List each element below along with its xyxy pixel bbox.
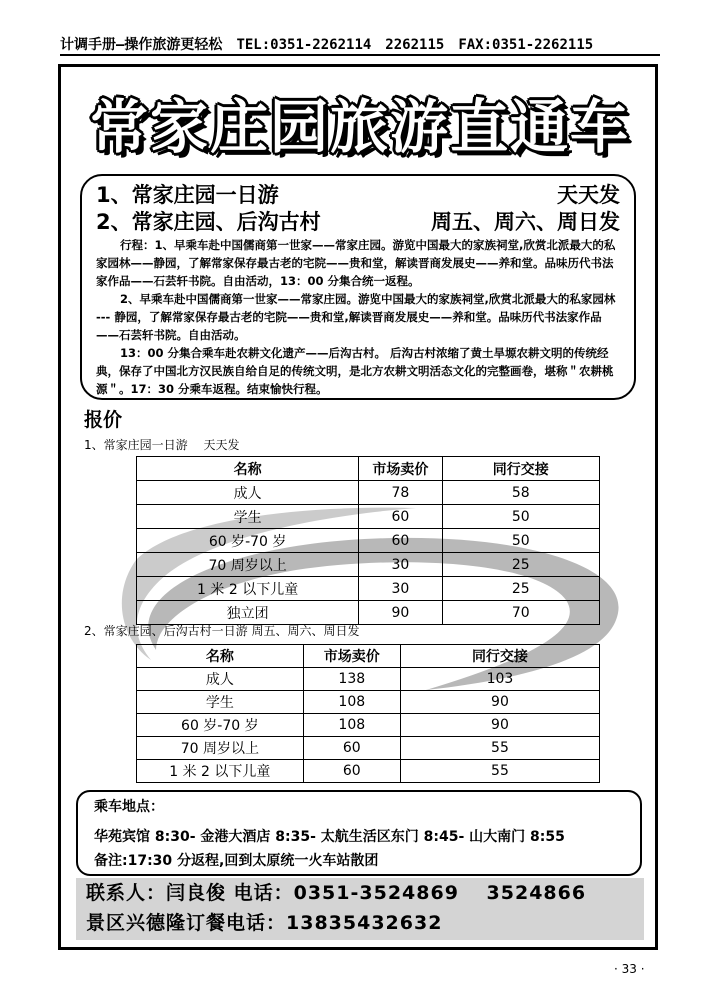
cell: 60 岁-70 岁: [137, 529, 359, 553]
table-row: [137, 481, 600, 505]
pickup-schedule: 华苑宾馆 8:30- 金港大酒店 8:35- 太航生活区东门 8:45- 山大南门 8:55: [94, 829, 565, 845]
price-heading: 报价: [84, 409, 123, 431]
col-name: 名称: [137, 457, 359, 481]
table-row: [137, 577, 600, 601]
cell: 138: [303, 668, 400, 691]
page-number: · 33 ·: [614, 962, 645, 976]
cell: 学生: [137, 691, 304, 714]
cell: 60: [303, 760, 400, 783]
table-row: [137, 737, 600, 760]
cell: 90: [359, 601, 442, 625]
col-trade-price: 同行交接: [400, 645, 599, 668]
itinerary-para-2: 2、早乘车赴中国儒商第一世家——常家庄园。游览中国最大的家族祠堂,欣赏北派最大的私家园林 --- 静园，了解常家保存最古老的宅院——贵和堂,解读晋商发展史——养和堂。品味历代书法家作品——石芸轩书院。自由活动。: [96, 292, 616, 342]
table-row: [137, 553, 600, 577]
cell: 70 周岁以上: [137, 737, 304, 760]
table-row: [137, 505, 600, 529]
cell: 78: [359, 481, 442, 505]
itinerary-box: [80, 174, 636, 400]
cell: 90: [400, 691, 599, 714]
col-name: 名称: [137, 645, 304, 668]
itinerary-para-3: 13：00 分集合乘车赴农耕文化遗产——后沟古村。 后沟古村浓缩了黄土旱塬农耕文明的传统经典，保存了中国北方汉民族自给自足的传统文明，是北方农耕文明活态文化的完整画卷，堪称＂农耕桃源＂。17：30 分乘车返程。结束愉快行程。: [96, 346, 614, 396]
header-tel: TEL:0351-2262114: [236, 37, 372, 53]
table2-caption: 2、常家庄园、后沟古村一日游 周五、周六、周日发: [84, 624, 360, 638]
route-1-schedule: 天天发: [557, 183, 620, 207]
col-trade-price: 同行交接: [442, 457, 599, 481]
route-2-name: 2、常家庄园、后沟古村: [96, 210, 321, 234]
table-row: [137, 760, 600, 783]
table1-caption: 1、常家庄园一日游 天天发: [84, 438, 240, 452]
table-row: [137, 668, 600, 691]
page-header: [60, 34, 660, 54]
header-fax: FAX:0351-2262115: [458, 37, 594, 53]
cell: 25: [442, 553, 599, 577]
cell: 55: [400, 760, 599, 783]
header-tel2: 2262115: [385, 37, 445, 53]
route-1: [96, 182, 620, 209]
page-title: 常家庄园旅游直通车: [89, 93, 630, 161]
cell: 学生: [137, 505, 359, 529]
price-table-1: [136, 456, 600, 625]
itinerary-para-1: 行程：1、早乘车赴中国儒商第一世家——常家庄园。游览中国最大的家族祠堂,欣赏北派最大的私家园林——静园，了解常家保存最古老的宅院——贵和堂，解读晋商发展史——养和堂。品味历代书法家作品——石芸轩书院。自由活动，13：00 分集合统一返程。: [96, 238, 616, 288]
table-row: [137, 714, 600, 737]
restaurant-phone: 景区兴德隆订餐电话：13835432632: [86, 912, 443, 934]
cell: 1 米 2 以下儿童: [137, 577, 359, 601]
table-header-row: [137, 645, 600, 668]
route-2: [96, 209, 620, 236]
cell: 70 周岁以上: [137, 553, 359, 577]
cell: 90: [400, 714, 599, 737]
pickup-title: 乘车地点：: [94, 799, 164, 815]
cell: 成人: [137, 668, 304, 691]
price-table-2: [136, 644, 600, 783]
cell: 30: [359, 577, 442, 601]
table-row: [137, 529, 600, 553]
route-2-schedule: 周五、周六、周日发: [431, 210, 620, 234]
header-rule: [60, 54, 660, 56]
cell: 60 岁-70 岁: [137, 714, 304, 737]
cell: 50: [442, 529, 599, 553]
cell: 70: [442, 601, 599, 625]
cell: 成人: [137, 481, 359, 505]
table-row: [137, 691, 600, 714]
table-header-row: [137, 457, 600, 481]
pickup-note: 备注:17:30 分返程,回到太原统一火车站散团: [94, 853, 379, 869]
header-slogan: 计调手册—操作旅游更轻松: [60, 37, 223, 53]
cell: 108: [303, 714, 400, 737]
route-1-name: 1、常家庄园一日游: [96, 183, 279, 207]
cell: 1 米 2 以下儿童: [137, 760, 304, 783]
pickup-box: [76, 790, 642, 876]
cell: 103: [400, 668, 599, 691]
cell: 60: [303, 737, 400, 760]
cell: 55: [400, 737, 599, 760]
col-market-price: 市场卖价: [303, 645, 400, 668]
cell: 108: [303, 691, 400, 714]
cell: 30: [359, 553, 442, 577]
contact-person: 联系人：闫良俊 电话：0351-3524869 3524866: [86, 882, 587, 904]
cell: 独立团: [137, 601, 359, 625]
col-market-price: 市场卖价: [359, 457, 442, 481]
cell: 60: [359, 505, 442, 529]
cell: 25: [442, 577, 599, 601]
cell: 58: [442, 481, 599, 505]
table-row: [137, 601, 600, 625]
cell: 50: [442, 505, 599, 529]
cell: 60: [359, 529, 442, 553]
contact-box: [76, 878, 644, 940]
